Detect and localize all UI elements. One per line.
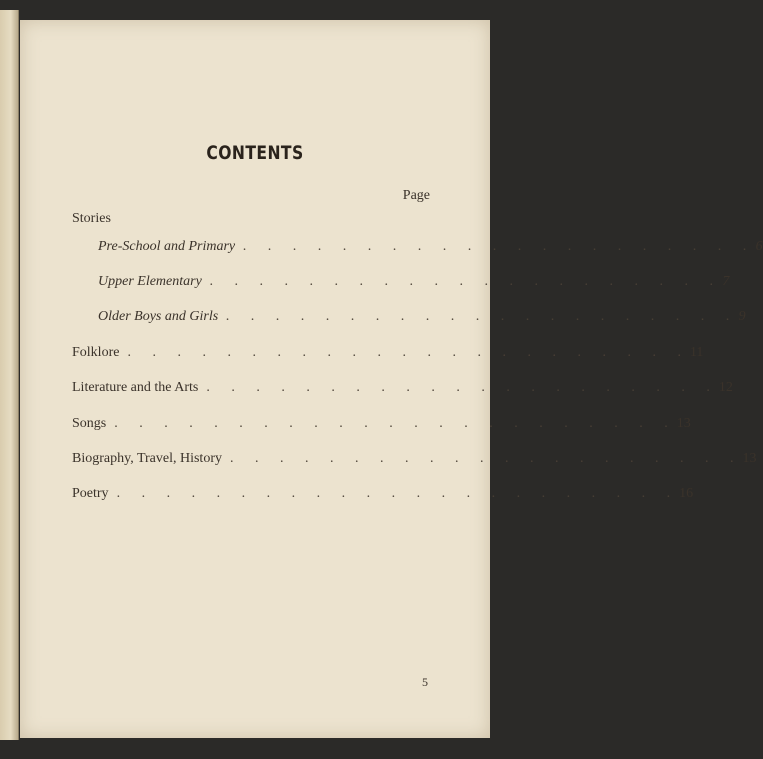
leader-dots: . . . . . . . . . . . . . . . . . . . . . xyxy=(209,274,723,289)
toc-entry-label: Songs xyxy=(72,416,107,431)
folio-page-number: 5 xyxy=(422,675,428,689)
toc-entry-label: Older Boys and Girls xyxy=(98,309,219,324)
section-heading-stories: Stories xyxy=(72,211,111,226)
toc-entry-label: Folklore xyxy=(72,345,120,360)
page-column-header: Page xyxy=(402,188,430,203)
toc-entry-page: 13 xyxy=(742,451,757,466)
leader-dots: . . . . . . . . . . . . . . . . . . . . . xyxy=(226,309,739,324)
toc-entry-page: 11 xyxy=(689,345,704,360)
toc-entry-page: 16 xyxy=(679,486,694,501)
toc-entry xyxy=(98,309,746,325)
toc-entry xyxy=(72,345,704,361)
toc-entry-page: 6 xyxy=(755,239,763,254)
toc-entry-page: 12 xyxy=(718,380,733,395)
toc-entry-page: 13 xyxy=(676,416,691,431)
toc-entry-label: Literature and the Arts xyxy=(72,380,199,395)
toc-entry-page: 9 xyxy=(738,309,746,324)
toc-entry xyxy=(72,416,691,432)
leader-dots: . . . . . . . . . . . . . . . . . . . . . . . xyxy=(114,416,677,431)
book-page xyxy=(20,20,763,738)
leader-dots: . . . . . . . . . . . . . . . . . . . . . . . xyxy=(127,345,690,360)
toc-entry-label: Pre-School and Primary xyxy=(98,239,236,254)
leader-dots: . . . . . . . . . . . . . . . . . . . . . . . xyxy=(116,486,680,501)
toc-entry xyxy=(72,486,694,502)
toc-entry xyxy=(72,451,757,467)
leader-dots: . . . . . . . . . . . . . . . . . . . . . xyxy=(206,380,719,395)
toc-entry xyxy=(98,239,763,255)
leader-dots: . . . . . . . . . . . . . . . . . . . . . xyxy=(229,451,743,466)
toc-entry-page: 7 xyxy=(722,274,730,289)
toc-entry xyxy=(98,274,730,290)
previous-page-edge xyxy=(0,10,19,740)
toc-entry-label: Upper Elementary xyxy=(98,274,202,289)
contents-title: CONTENTS xyxy=(206,142,304,164)
leader-dots: . . . . . . . . . . . . . . . . . . . . . xyxy=(243,239,756,254)
toc-entry-label: Biography, Travel, History xyxy=(72,451,222,466)
toc-entry xyxy=(72,380,733,396)
toc-entry-label: Poetry xyxy=(72,486,109,501)
